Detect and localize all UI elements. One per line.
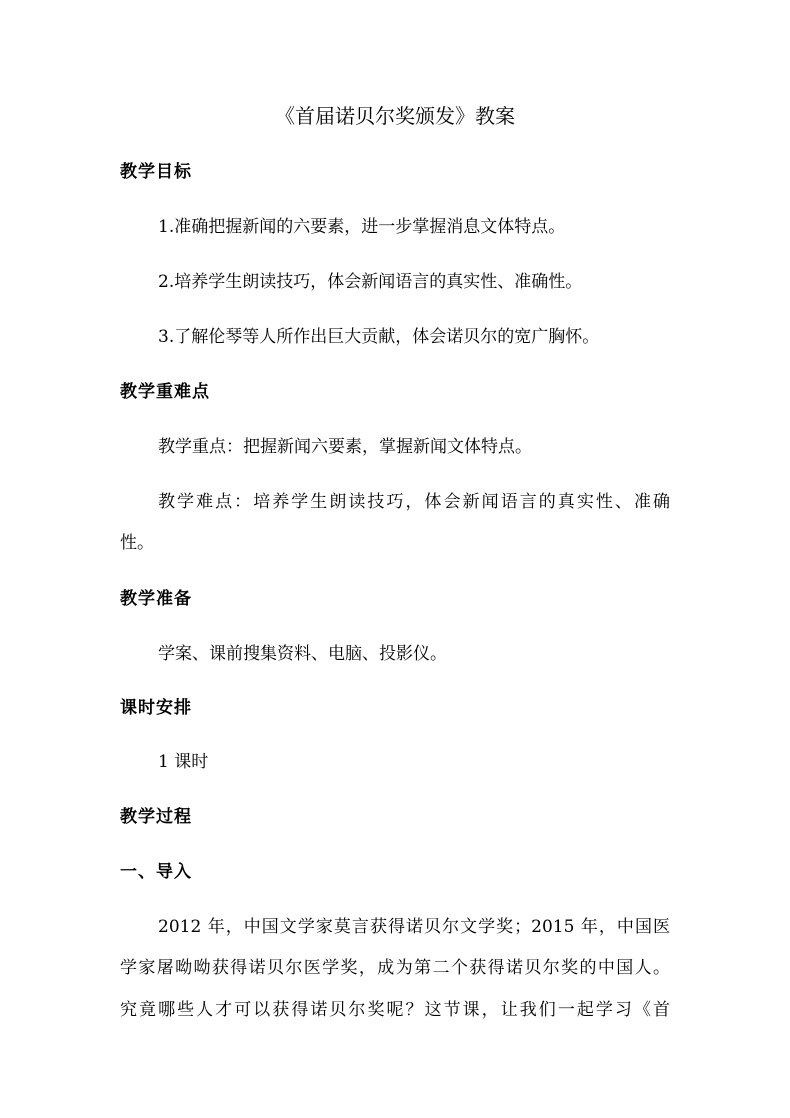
- introduction-paragraph-line-3: 究竟哪些人才可以获得诺贝尔奖呢？这节课，让我们一起学习《首: [120, 1000, 670, 1020]
- section-heading-objectives: 教学目标: [120, 162, 192, 182]
- subheading-introduction: 一、导入: [120, 862, 192, 882]
- schedule-text: 1 课时: [158, 752, 209, 772]
- objective-item-2: 2.培养学生朗读技巧，体会新闻语言的真实性、准确性。: [158, 272, 583, 292]
- key-point-difficulty-continued: 性。: [120, 533, 154, 553]
- introduction-paragraph-line-1: 2012 年，中国文学家莫言获得诺贝尔文学奖；2015 年，中国医: [158, 917, 670, 937]
- section-heading-schedule: 课时安排: [120, 698, 192, 718]
- key-point-difficulty: 教学难点：培养学生朗读技巧，体会新闻语言的真实性、准确: [158, 492, 670, 512]
- objective-item-1: 1.准确把握新闻的六要素，进一步掌握消息文体特点。: [158, 217, 566, 237]
- key-point-focus: 教学重点：把握新闻六要素，掌握新闻文体特点。: [158, 437, 532, 457]
- preparation-text: 学案、课前搜集资料、电脑、投影仪。: [158, 644, 447, 664]
- section-heading-preparation: 教学准备: [120, 589, 192, 609]
- page-title: 《首届诺贝尔奖颁发》教案: [275, 104, 515, 128]
- introduction-paragraph-line-2: 学家屠呦呦获得诺贝尔医学奖，成为第二个获得诺贝尔奖的中国人。: [120, 958, 670, 978]
- objective-item-3: 3.了解伦琴等人所作出巨大贡献，体会诺贝尔的宽广胸怀。: [158, 327, 600, 347]
- section-heading-key-points: 教学重难点: [120, 382, 210, 402]
- section-heading-process: 教学过程: [120, 807, 192, 827]
